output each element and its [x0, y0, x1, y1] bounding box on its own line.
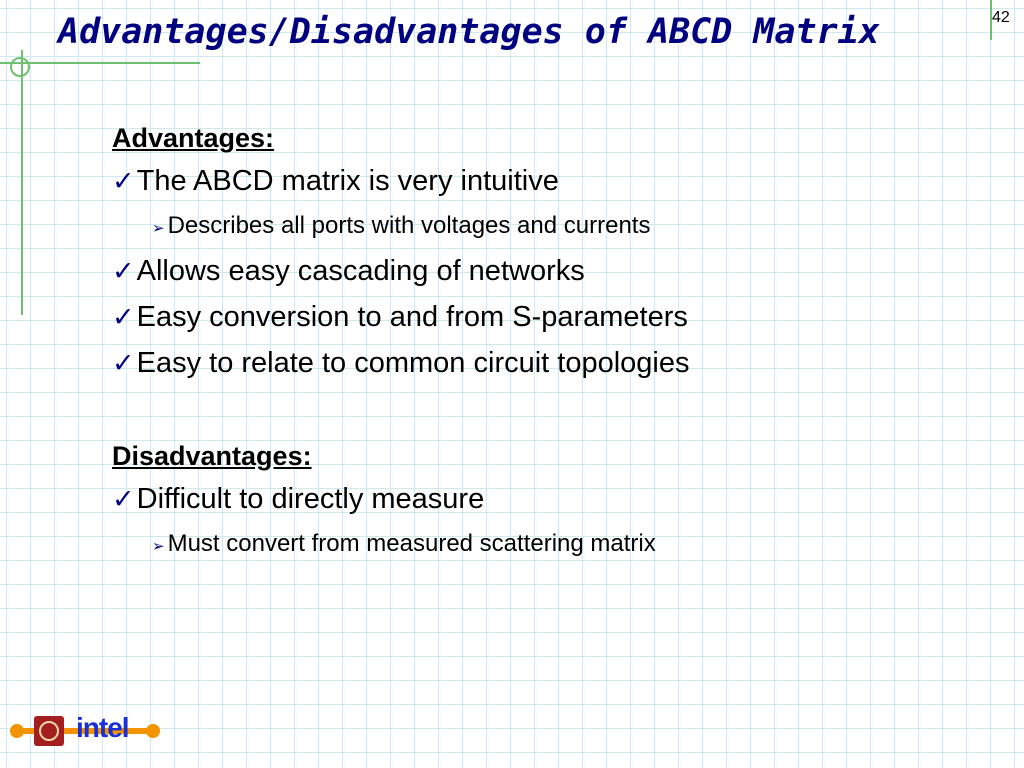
title-underline-rule	[0, 62, 200, 64]
section-spacer	[112, 386, 992, 436]
advantage-subitem: ➢ Describes all ports with voltages and currents	[152, 212, 651, 239]
advantage-item: ✓Easy conversion to and from S-parameters	[112, 301, 688, 333]
check-icon: ✓	[112, 302, 135, 332]
advantage-item: ✓Allows easy cascading of networks	[112, 255, 585, 287]
slide-title: Advantages/Disadvantages of ABCD Matrix	[58, 12, 880, 52]
intel-logo: intel	[76, 712, 129, 743]
disadvantage-item: ✓Difficult to directly measure	[112, 483, 485, 515]
arrow-right-icon: ➢	[152, 220, 165, 237]
logo-orange-dot	[10, 724, 24, 738]
disadvantages-heading: Disadvantages:	[112, 441, 312, 471]
advantage-item: ✓Easy to relate to common circuit topologies	[112, 347, 690, 379]
advantages-heading: Advantages:	[112, 123, 275, 153]
page-number: 42	[992, 9, 1010, 26]
university-seal-logo	[34, 716, 64, 746]
left-margin-rule	[21, 50, 23, 315]
arrow-right-icon: ➢	[152, 538, 165, 555]
check-icon: ✓	[112, 348, 135, 378]
footer-logos	[10, 712, 160, 752]
check-icon: ✓	[112, 166, 135, 196]
corner-circle-ornament	[10, 57, 30, 77]
slide-content	[112, 118, 992, 566]
advantage-item: ✓The ABCD matrix is very intuitive	[112, 165, 559, 197]
check-icon: ✓	[112, 256, 135, 286]
disadvantage-subitem: ➢ Must convert from measured scattering matrix	[152, 530, 656, 557]
logo-orange-dot	[146, 724, 160, 738]
check-icon: ✓	[112, 484, 135, 514]
seal-emblem	[39, 721, 59, 741]
